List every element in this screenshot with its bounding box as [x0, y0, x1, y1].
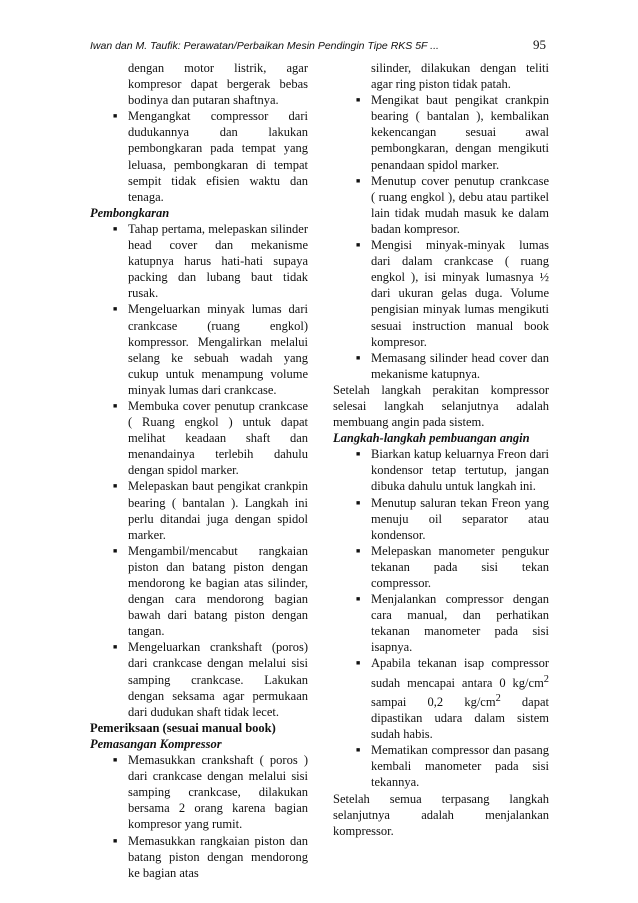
bullet-item: ■ Menutup cover penutup crankcase ( ruang engkol ), debu atau partikel lain tidak mudah masuk ke dalam badan kompresor.: [356, 173, 549, 236]
right-column: [333, 60, 549, 839]
section-heading-pemeriksaan: Pemeriksaan (sesuai manual book): [90, 720, 276, 735]
bullet-item: ■ Mematikan compressor dan pasang kembali manometer pada sisi tekannya.: [356, 743, 549, 790]
bullet-marker: ■: [356, 96, 361, 105]
bullet-marker: ■: [113, 401, 118, 410]
bullet-marker: ■: [356, 498, 361, 507]
bullet-marker: ■: [113, 643, 118, 652]
bullet-item: ■ Memasukkan rangkaian piston dan batang piston dengan mendorong ke bagian atas: [113, 833, 308, 880]
running-header: [90, 36, 546, 58]
left-column: [90, 60, 308, 881]
section-heading-pembongkaran: Pembongkaran: [90, 205, 170, 220]
bullet-item: ■ Memasukkan crankshaft ( poros ) dari crankcase dengan melalui sisi samping crankcase, dilakukan bersama 2 orang karena bagian kompresor yang rumit.: [113, 753, 308, 832]
superscript: 2: [543, 673, 549, 685]
bullet-marker: ■: [356, 450, 361, 459]
section-heading-pembuangan-angin: Langkah-langkah pembuangan angin: [333, 431, 530, 446]
bullet-marker: ■: [113, 756, 118, 765]
bullet-marker: ■: [113, 482, 118, 491]
body-paragraph: Setelah langkah perakitan kompressor selesai langkah selanjutnya adalah membuang angin pada sistem.: [333, 382, 549, 430]
bullet-item: ■ Memasang silinder head cover dan mekanisme katupnya.: [356, 350, 549, 381]
bullet-marker: ■: [113, 224, 118, 233]
continued-text: silinder, dilakukan dengan teliti agar ring piston tidak patah.: [371, 61, 549, 92]
bullet-item: ■ Melepaskan baut pengikat crankpin bearing ( bantalan ). Langkah ini perlu ditandai juga dengan spidol marker.: [113, 479, 308, 542]
bullet-marker: ■: [356, 176, 361, 185]
section-heading-pemasangan: Pemasangan Kompressor: [90, 736, 222, 751]
bullet-item: ■ Mengambil/mencabut rangkaian piston dan batang piston dengan mendorong ke bagian atas silinder, dengan cara mendorong bagian bawah dari batang piston dengan tangan.: [113, 543, 308, 639]
bullet-item: ■ Membuka cover penutup crankcase ( Ruang engkol ) untuk dapat melihat keadaan shaft dan menandainya terlebih dahulu dengan spidol marker.: [113, 398, 308, 478]
bullet-item: ■ Mengeluarkan minyak lumas dari crankcase (ruang engkol) kompressor. Mengalirkan melalui selang ke sebuah wadah yang cukup untuk menampung volume minyak lumas dari crankcase.: [113, 302, 308, 397]
bullet-marker: ■: [113, 305, 118, 314]
bullet-marker: ■: [356, 746, 361, 755]
bullet-item: ■ Mengisi minyak-minyak lumas dari dalam crankcase ( ruang engkol ), isi minyak lumasnya ½ dari ukuran gelas duga. Volume pengisian minyak lumas mengikuti sesuai instruction manual book kompresor.: [356, 238, 549, 349]
bullet-item: ■ Tahap pertama, melepaskan silinder head cover dan mekanisme katupnya harus hati-hati supaya packing dan lubang baut tidak rusak.: [113, 221, 308, 301]
bullet-item: ■ Menutup saluran tekan Freon yang menuju oil separator atau kondensor.: [356, 495, 549, 542]
running-title: Iwan dan M. Taufik: Perawatan/Perbaikan Mesin Pendingin Tipe RKS 5F ...: [90, 40, 439, 52]
bullet-item: ■ Mengeluarkan crankshaft (poros) dari crankcase dengan melalui sisi samping crankcase. Lakukan dengan seksama agar permukaan dari dudukan shaft tidak lecet.: [113, 640, 308, 719]
bullet-marker: ■: [356, 659, 361, 668]
bullet-item-pressure: ■ Apabila tekanan isap compressor sudah mencapai antara 0 $kg/cm^2$ sampai 0,2 $kg/cm^2$ dapat dipastikan udara dalam sistem sudah habis.: [356, 656, 549, 742]
bullet-marker: ■: [113, 112, 118, 121]
continued-text: dengan motor listrik, agar kompresor dapat bergerak bebas bodinya dan putaran shaftnya.: [128, 61, 308, 108]
bullet-item: ■ Menjalankan compressor dengan cara manual, dan perhatikan tekanan manometer pada sisi isapnya.: [356, 592, 549, 655]
bullet-marker: ■: [356, 595, 361, 604]
bullet-item: ■ Biarkan katup keluarnya Freon dari kondensor tetap tertutup, jangan dibuka dahulu untuk langkah ini.: [356, 447, 549, 494]
bullet-marker: ■: [356, 353, 361, 362]
bullet-item: ■ Mengangkat compressor dari dudukannya dan lakukan pembongkaran pada tempat yang leluasa, pembongkaran di tempat sempit tidak efisien waktu dan tenaga.: [113, 109, 308, 204]
bullet-marker: ■: [356, 546, 361, 555]
bullet-marker: ■: [113, 546, 118, 555]
bullet-item: ■ Mengikat baut pengikat crankpin bearing ( bantalan ), kembalikan kekencangan sesuai awal pembongkaran, dengan mengikuti penandaan spidol marker.: [356, 93, 549, 172]
closing-paragraph: Setelah semua terpasang langkah selanjutnya adalah menjalankan kompressor.: [333, 791, 549, 838]
bullet-item: ■ Melepaskan manometer pengukur tekanan pada sisi tekan compressor.: [356, 543, 549, 590]
bullet-marker: ■: [113, 836, 118, 845]
bullet-marker: ■: [356, 241, 361, 250]
superscript: 2: [495, 692, 501, 704]
page-number: 95: [533, 37, 546, 52]
